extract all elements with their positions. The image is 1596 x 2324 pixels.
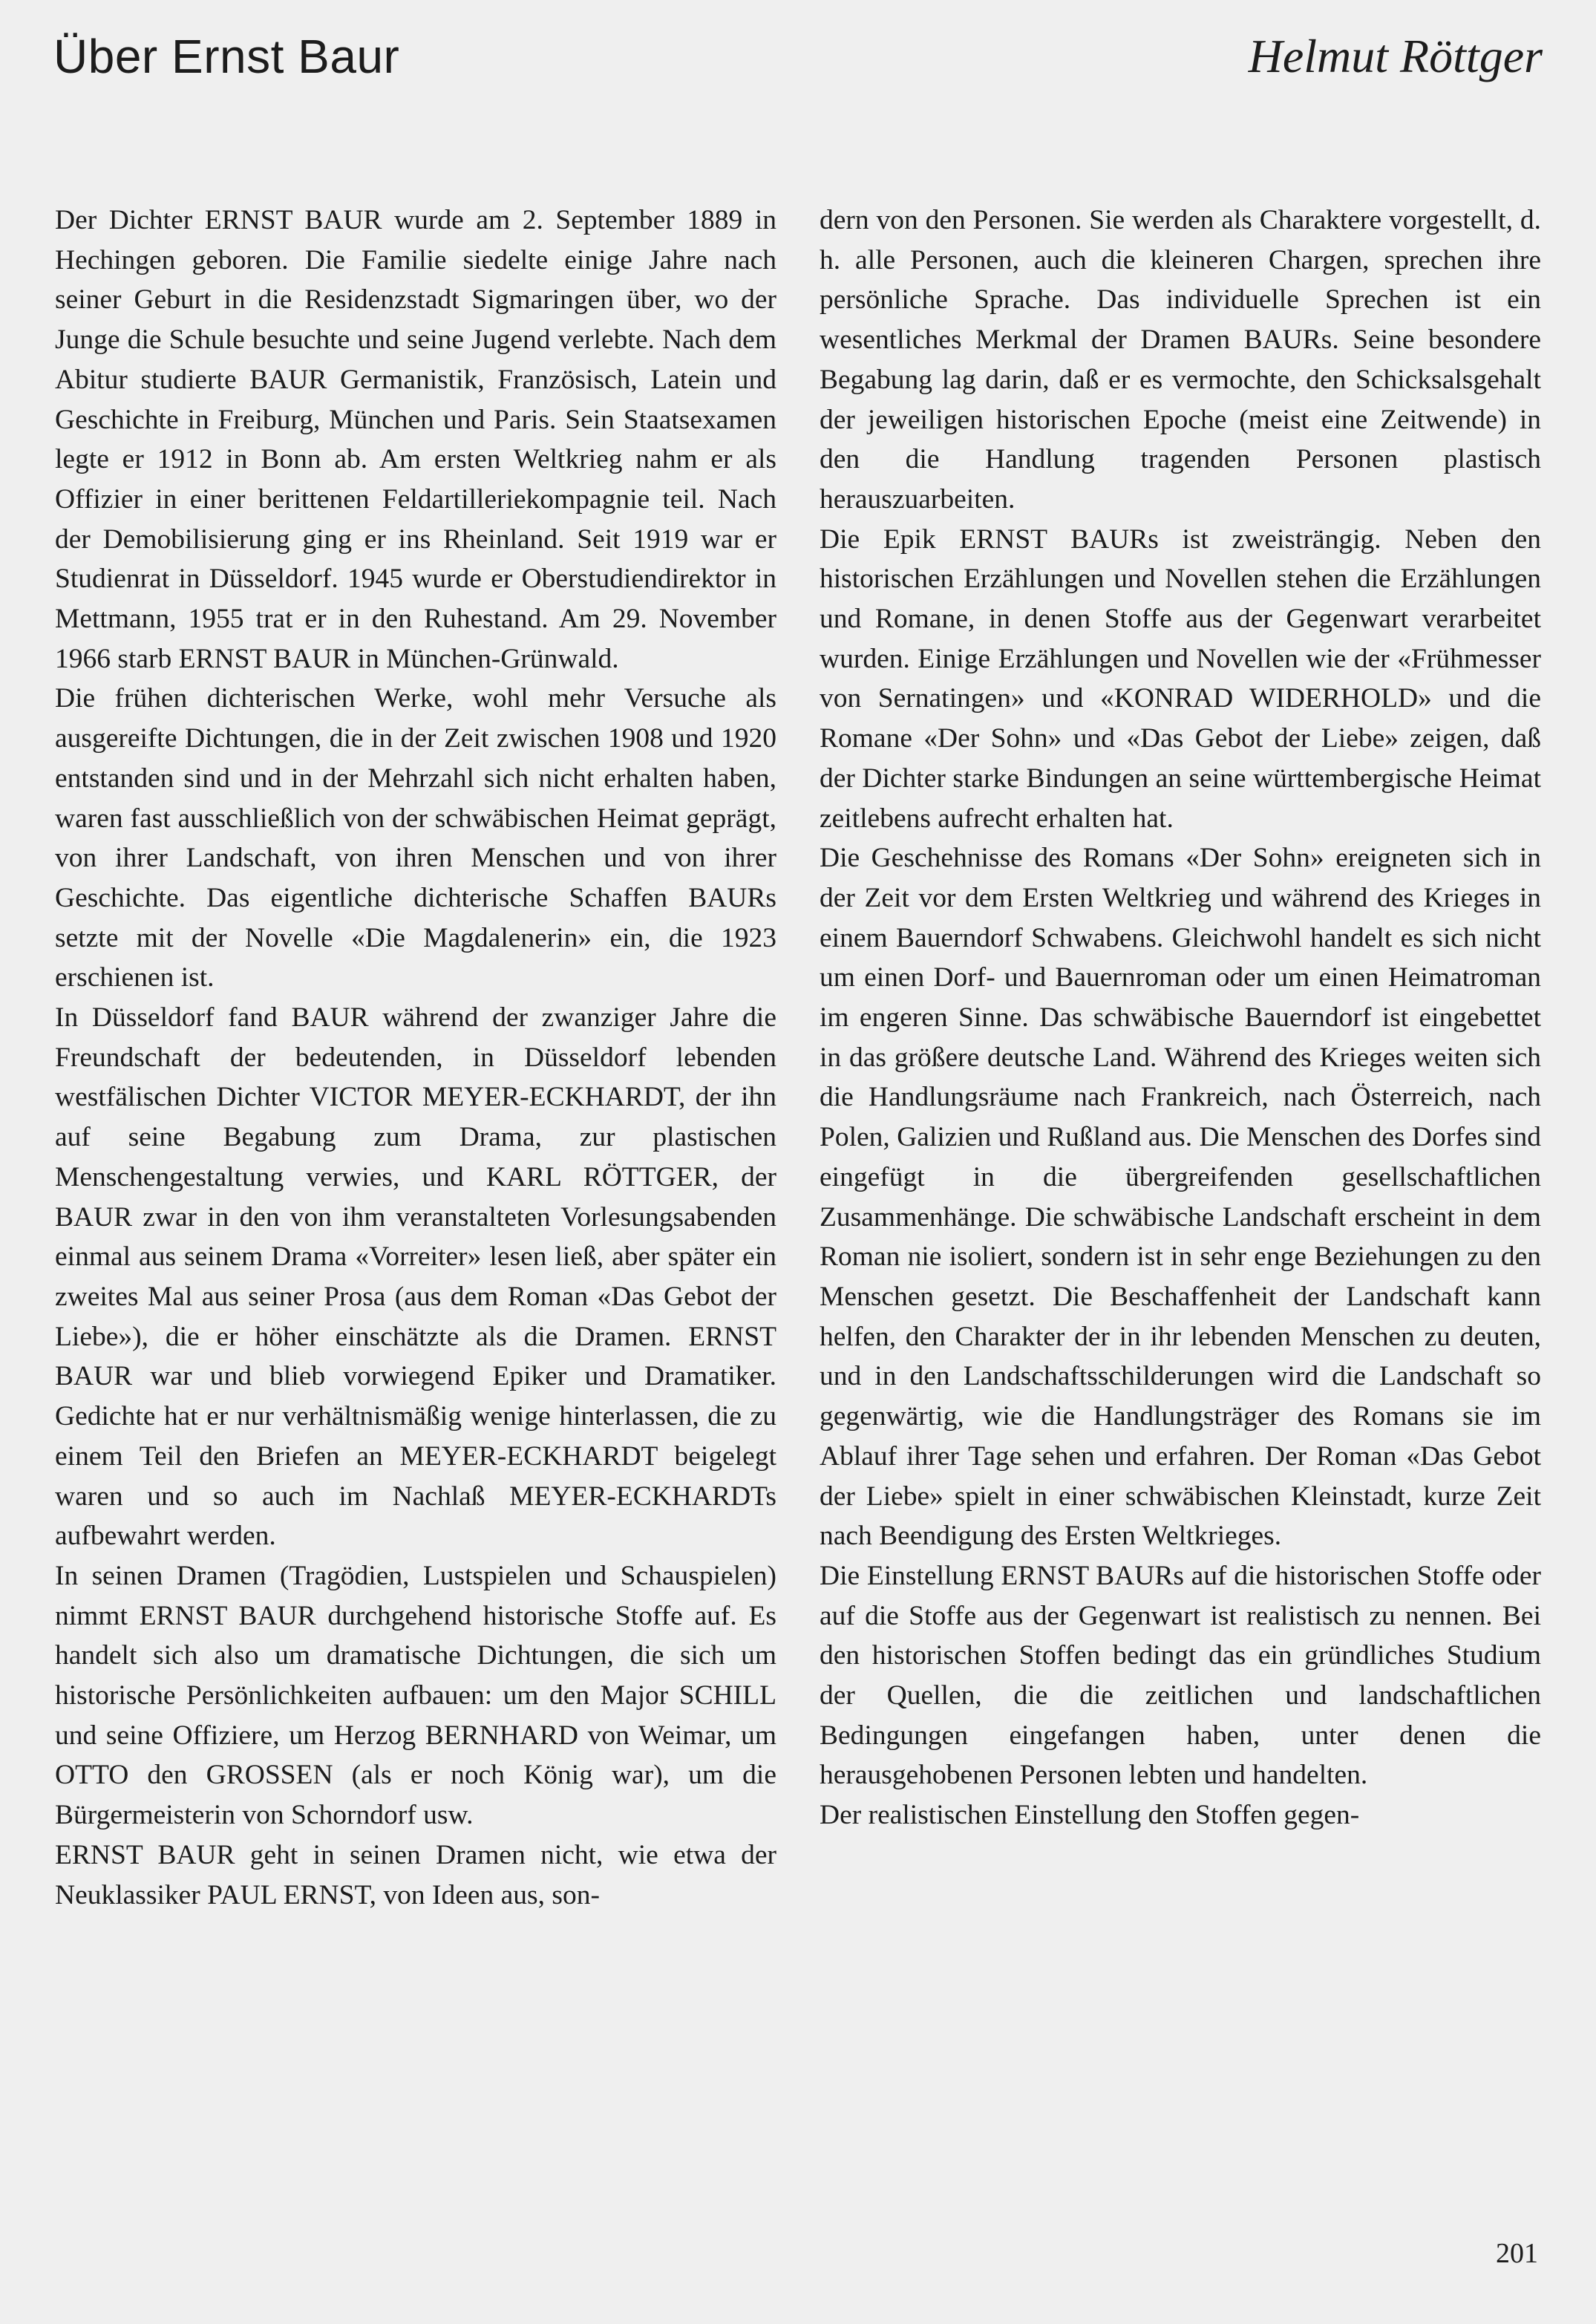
paragraph: In seinen Dramen (Tragödien, Lustspielen und Schauspielen) nimmt ERNST BAUR durchgehend historische Stoffe auf. Es handelt sich also um dramatische Dichtungen, die sich um historische Persönlichkeiten aufbauen: um den Major SCHILL und seine Offiziere, um Herzog BERNHARD von Weimar, um OTTO den GROSSEN (als er noch König war), um die Bürgermeisterin von Schorndorf usw. [55,1560,776,1831]
paragraph: ERNST BAUR geht in seinen Dramen nicht, wie etwa der Neuklassiker PAUL ERNST, von Ideen aus, son- [55,1839,776,1910]
paragraph: Die frühen dichterischen Werke, wohl mehr Versuche als ausgereifte Dichtungen, die in der Zeit zwischen 1908 und 1920 entstanden sind und in der Mehrzahl sich nicht erhalten haben, waren fast ausschließlich von der schwäbischen Heimat geprägt, von ihrer Landschaft, von ihren Menschen und von ihrer Geschichte. Das eigentliche dichterische Schaffen BAURs setzte mit der Novelle «Die Magdalenerin» ein, die 1923 erschienen ist. [55,683,776,993]
paragraph: dern von den Personen. Sie werden als Charaktere vorgestellt, d. h. alle Personen, auch die kleineren Chargen, sprechen ihre persönliche Sprache. Das individuelle Sprechen ist ein wesentliches Merkmal der Dramen BAURs. Seine besondere Begabung lag darin, daß er es vermochte, den Schicksalsgehalt der jeweiligen historischen Epoche (meist eine Zeitwende) in den die Handlung tragenden Personen plastisch herauszuarbeiten. [820,205,1541,515]
paragraph: Die Geschehnisse des Romans «Der Sohn» ereigneten sich in der Zeit vor dem Ersten Weltkrieg und während des Krieges in einem Bauerndorf Schwabens. Gleichwohl handelt es sich nicht um einen Dorf- und Bauernroman oder um einen Heimatroman im engeren Sinne. Das schwäbische Bauerndorf ist eingebettet in das größere deutsche Land. Während des Krieges weiten sich die Handlungsräume nach Frankreich, nach Österreich, nach Polen, Galizien und Rußland aus. Die Menschen des Dorfes sind eingefügt in die übergreifenden gesellschaftlichen Zusammenhänge. Die schwäbische Landschaft erscheint in dem Roman nie isoliert, sondern ist in sehr enge Beziehungen zu den Menschen gesetzt. Die Beschaffenheit der Landschaft kann helfen, den Charakter der in ihr lebenden Menschen zu deuten, und in den Landschaftsschilderungen wird die Landschaft so gegenwärtig, wie die Handlungsträger des Romans sie im Ablauf ihrer Tage sehen und erfahren. Der Roman «Das Gebot der Liebe» spielt in einer schwäbischen Kleinstadt, kurze Zeit nach Beendigung des Ersten Weltkrieges. [820,843,1541,1552]
author-name: Helmut Röttger [1248,30,1543,82]
article-title: Über Ernst Baur [53,30,400,83]
paragraph: Der realistischen Einstellung den Stoffen gegen- [820,1800,1360,1831]
paragraph: Die Einstellung ERNST BAURs auf die historischen Stoffe oder auf die Stoffe aus der Gegenwart ist realistisch zu nennen. Bei den historischen Stoffen bedingt das ein gründliches Studium der Quellen, die die zeitlichen und landschaftlichen Bedingungen eingefangen haben, unter denen die herausgehobenen Personen lebten und handelten. [820,1560,1541,1791]
left-column [55,200,776,1915]
paragraph: Der Dichter ERNST BAUR wurde am 2. September 1889 in Hechingen geboren. Die Familie siedelte einige Jahre nach seiner Geburt in die Residenzstadt Sigmaringen über, wo der Junge die Schule besuchte und seine Jugend verlebte. Nach dem Abitur studierte BAUR Germanistik, Französisch, Latein und Geschichte in Freiburg, München und Paris. Sein Staatsexamen legte er 1912 in Bonn ab. Am ersten Weltkrieg nahm er als Offizier in einer berittenen Feldartilleriekompagnie teil. Nach der Demobilisierung ging er ins Rheinland. Seit 1919 war er Studienrat in Düsseldorf. 1945 wurde er Oberstudiendirektor in Mettmann, 1955 trat er in den Ruhestand. Am 29. November 1966 starb ERNST BAUR in München-Grünwald. [55,205,776,674]
page-number: 201 [1496,2238,1538,2269]
paragraph: In Düsseldorf fand BAUR während der zwanziger Jahre die Freundschaft der bedeutenden, in Düsseldorf lebenden westfälischen Dichter VICTOR MEYER-ECKHARDT, der ihn auf seine Begabung zum Drama, zur plastischen Menschengestaltung verwies, und KARL RÖTTGER, der BAUR zwar in den von ihm veranstalteten Vorlesungsabenden einmal aus seinem Drama «Vorreiter» lesen ließ, aber später ein zweites Mal aus seiner Prosa (aus dem Roman «Das Gebot der Liebe»), die er höher einschätzte als die Dramen. ERNST BAUR war und blieb vorwiegend Epiker und Dramatiker. Gedichte hat er nur verhältnismäßig wenige hinterlassen, die zu einem Teil den Briefen an MEYER-ECKHARDT beigelegt waren und so auch im Nachlaß MEYER-ECKHARDTs aufbewahrt werden. [55,1002,776,1552]
paragraph: Die Epik ERNST BAURs ist zweisträngig. Neben den historischen Erzählungen und Novellen stehen die Erzählungen und Romane, in denen Stoffe aus der Gegenwart verarbeitet wurden. Einige Erzählungen und Novellen wie der «Frühmesser von Sernatingen» und «KONRAD WIDERHOLD» und die Romane «Der Sohn» und «Das Gebot der Liebe» zeigen, daß der Dichter starke Bindungen an seine württembergische Heimat zeitlebens aufrecht erhalten hat. [820,523,1541,834]
right-column [820,200,1541,1835]
